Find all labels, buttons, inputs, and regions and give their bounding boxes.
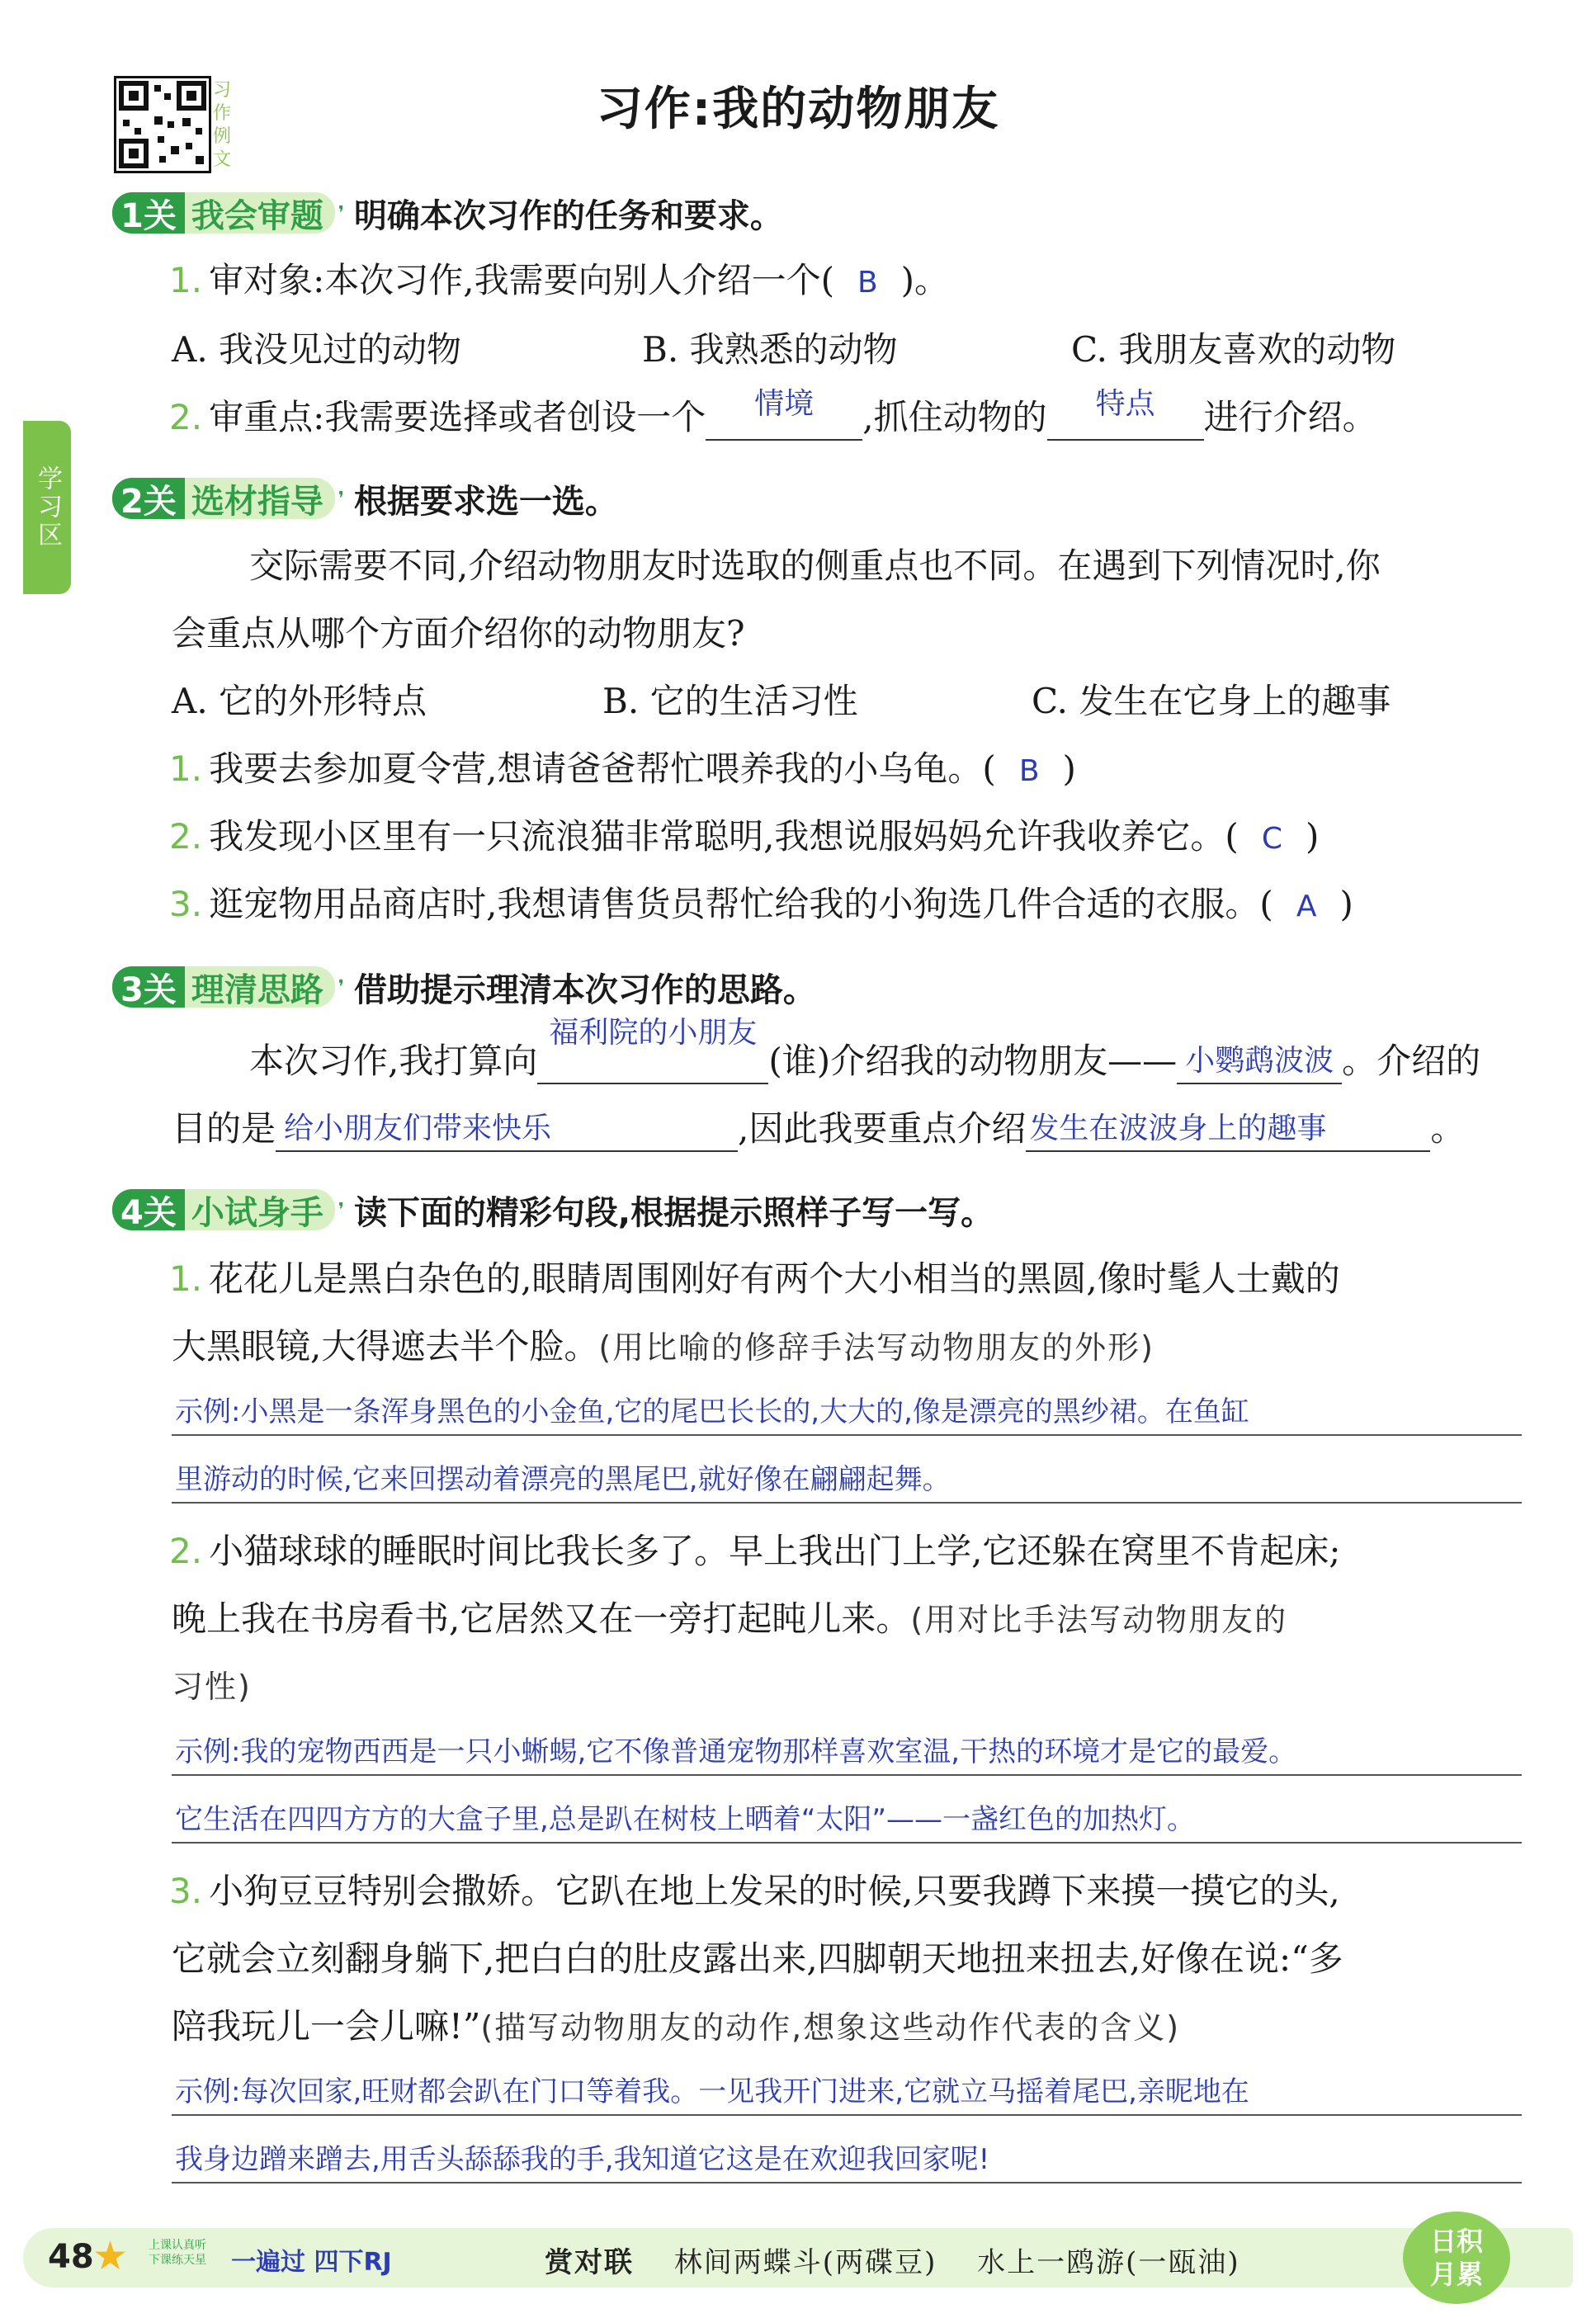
answer: C xyxy=(1261,822,1282,856)
slogan-line: 下课练天星 xyxy=(149,2254,206,2267)
q2-option-a: A. 它的外形特点 xyxy=(172,681,427,721)
q4-item-1-example-2: 里游动的时候,它来回摆动着漂亮的黑尾巴,就好像在翩翩起舞。 xyxy=(175,1463,951,1496)
answer: 福利院的小朋友 xyxy=(549,1016,758,1050)
item-text: 。 xyxy=(1430,1108,1466,1149)
couplet-line: 水上一鸥游(一瓯油) xyxy=(977,2246,1240,2279)
section-2-description: 根据要求选一选。 xyxy=(353,482,618,521)
section-1-number: 1关 xyxy=(112,192,185,234)
section-3-header xyxy=(112,965,816,1008)
answer-line[interactable] xyxy=(172,2182,1522,2183)
q4-item-1-example-1: 示例:小黑是一条浑身黑色的小金鱼,它的尾巴长长的,大大的,像是漂亮的黑纱裙。在鱼缸 xyxy=(175,1395,1249,1428)
item-text: 目的是 xyxy=(172,1108,276,1149)
blank-field[interactable] xyxy=(1177,1043,1342,1084)
answer: 发生在波波身上的趣事 xyxy=(1029,1112,1327,1145)
section-4-header xyxy=(112,1188,994,1231)
item-text: (谁)介绍我的动物朋友—— xyxy=(768,1041,1178,1081)
q4-item-2-line-2 xyxy=(172,1596,1287,1643)
section-3-description: 借助提示理清本次习作的思路。 xyxy=(353,970,816,1009)
answer-line[interactable] xyxy=(172,2114,1522,2116)
badge-line: 月累 xyxy=(1429,2259,1483,2290)
blank-field[interactable] xyxy=(1047,387,1204,441)
blank-field[interactable] xyxy=(706,387,862,441)
q2-intro-line-2: 会重点从哪个方面介绍你的动物朋友? xyxy=(172,613,745,654)
book-brand: 一遍过 四下RJ xyxy=(231,2248,392,2277)
item-text: 本次习作,我打算向 xyxy=(249,1041,538,1081)
q4-item-3-line-3 xyxy=(172,2004,1180,2051)
page-number: 48 xyxy=(48,2238,94,2276)
item-end: ) xyxy=(1062,748,1076,789)
answer: 情境 xyxy=(754,387,815,421)
item-text: 陪我玩儿一会儿嘛!” xyxy=(172,2006,481,2047)
q2-item-3 xyxy=(169,881,1353,930)
item-text: 审重点:我需要选择或者创设一个 xyxy=(209,397,706,437)
page-title: 习作:我的动物朋友 xyxy=(596,83,1000,136)
q4-item-3-example-2: 我身边蹭来蹭去,用舌头舔舔我的手,我知道它这是在欢迎我回家呢! xyxy=(175,2143,990,2176)
answer: 特点 xyxy=(1095,387,1155,421)
item-number: 1. xyxy=(169,1258,203,1299)
section-2-header xyxy=(112,477,618,520)
item-end: ) xyxy=(1339,884,1353,924)
quote-mark-icon: ❜ xyxy=(338,1199,344,1220)
item-text: 小狗豆豆特别会撒娇。它趴在地上发呆的时候,只要我蹲下来摸一摸它的头, xyxy=(209,1871,1340,1911)
q1-option-c: C. 我朋友喜欢的动物 xyxy=(1071,329,1396,370)
slogan-line: 上课认真听 xyxy=(149,2239,206,2252)
q2-item-2 xyxy=(169,814,1319,862)
writing-hint: (用比喻的修辞手法写动物朋友的外形) xyxy=(598,1329,1155,1366)
answer: A xyxy=(1296,890,1317,923)
quote-mark-icon: ❜ xyxy=(338,976,344,998)
answer-line[interactable] xyxy=(172,1842,1522,1844)
q4-item-3-example-1: 示例:每次回家,旺财都会趴在门口等着我。一见我开门进来,它就立马摇着尾巴,亲昵地在 xyxy=(175,2075,1249,2108)
q4-item-2-example-2: 它生活在四四方方的大盒子里,总是趴在树枝上晒着“太阳”——一盏红色的加热灯。 xyxy=(175,1803,1196,1836)
q3-line-2 xyxy=(172,1106,1465,1152)
side-tab: 学习区 xyxy=(23,421,71,594)
q2-intro-line-1: 交际需要不同,介绍动物朋友时选取的侧重点也不同。在遇到下列情况时,你 xyxy=(249,545,1381,586)
answer-line[interactable] xyxy=(172,1502,1522,1504)
q4-item-2-example-1: 示例:我的宠物西西是一只小蜥蜴,它不像普通宠物那样喜欢室温,干热的环境才是它的最爱。 xyxy=(175,1735,1297,1768)
blank-field[interactable] xyxy=(1026,1111,1430,1152)
writing-hint: (描写动物朋友的动作,想象这些动作代表的含义) xyxy=(480,2009,1181,2046)
item-number: 2. xyxy=(169,816,203,857)
q1-option-b: B. 我熟悉的动物 xyxy=(642,329,898,370)
item-number: 1. xyxy=(169,260,203,300)
quote-mark-icon: ❜ xyxy=(338,202,344,224)
item-text: 小猫球球的睡眠时间比我长多了。早上我出门上学,它还躲在窝里不肯起床; xyxy=(209,1531,1341,1571)
writing-hint: (用对比手法写动物朋友的 xyxy=(910,1602,1288,1638)
q1-item-2 xyxy=(169,387,1377,441)
section-4-description: 读下面的精彩句段,根据提示照样子写一写。 xyxy=(353,1193,994,1232)
item-text: 进行介绍。 xyxy=(1203,397,1377,437)
q3-line-1 xyxy=(249,1016,1481,1084)
quote-mark-icon: ❜ xyxy=(338,488,344,509)
q1-item-1 xyxy=(169,257,949,306)
q4-item-2-hint-continued: 习性) xyxy=(172,1669,252,1705)
answer: 小鹦鹉波波 xyxy=(1185,1044,1334,1078)
q4-item-3-line-2: 它就会立刻翻身躺下,把白白的肚皮露出来,四脚朝天地扭来扭去,好像在说:“多 xyxy=(172,1938,1343,1979)
item-end: )。 xyxy=(900,260,950,300)
section-2-number: 2关 xyxy=(112,478,185,519)
section-4-number: 4关 xyxy=(112,1189,185,1230)
footer-slogan xyxy=(149,2238,206,2268)
item-text: 花花儿是黑白杂色的,眼睛周围刚好有两个大小相当的黑圆,像时髦人士戴的 xyxy=(209,1258,1340,1299)
section-4-name: 小试身手 xyxy=(185,1189,335,1230)
couplet xyxy=(545,2240,1240,2280)
section-3-number: 3关 xyxy=(112,966,185,1008)
q1-option-a: A. 我没见过的动物 xyxy=(172,329,462,370)
item-number: 1. xyxy=(169,748,203,789)
item-text: 。介绍的 xyxy=(1342,1041,1481,1081)
item-number: 3. xyxy=(169,884,203,924)
qr-label: 习作例文 xyxy=(213,80,232,170)
section-3-name: 理清思路 xyxy=(185,966,335,1008)
star-mascot-icon: ★ xyxy=(92,2233,129,2279)
item-text: ,抓住动物的 xyxy=(862,397,1047,437)
q2-option-b: B. 它的生活习性 xyxy=(602,681,858,721)
q4-item-2-line-1 xyxy=(169,1528,1341,1574)
answer: B xyxy=(857,266,878,300)
q4-item-1-line-1 xyxy=(169,1256,1340,1302)
item-number: 2. xyxy=(169,397,203,437)
couplet-line: 林间两蝶斗(两碟豆) xyxy=(673,2246,937,2279)
blank-field[interactable] xyxy=(537,1016,768,1084)
daily-accumulation-badge xyxy=(1403,2212,1510,2304)
answer: B xyxy=(1018,754,1040,788)
q2-option-c: C. 发生在它身上的趣事 xyxy=(1032,681,1391,721)
item-text: ,因此我要重点介绍 xyxy=(738,1108,1027,1149)
item-text: 我要去参加夏令营,想请爸爸帮忙喂养我的小乌龟。( xyxy=(209,748,996,789)
item-text: 审对象:本次习作,我需要向别人介绍一个( xyxy=(209,260,834,300)
q2-item-1 xyxy=(169,746,1076,795)
item-number: 3. xyxy=(169,1871,203,1911)
item-text: 我发现小区里有一只流浪猫非常聪明,我想说服妈妈允许我收养它。( xyxy=(209,816,1239,857)
q4-item-3-line-1 xyxy=(169,1868,1340,1914)
section-1-header xyxy=(112,191,783,234)
answer-line[interactable] xyxy=(172,1434,1522,1436)
item-text: 逛宠物用品商店时,我想请售货员帮忙给我的小狗选几件合适的衣服。( xyxy=(209,884,1273,924)
answer: 给小朋友们带来快乐 xyxy=(284,1112,552,1145)
section-2-name: 选材指导 xyxy=(185,478,335,519)
section-1-description: 明确本次习作的任务和要求。 xyxy=(353,196,783,235)
answer-line[interactable] xyxy=(172,1774,1522,1776)
section-1-name: 我会审题 xyxy=(185,192,335,234)
couplet-label: 赏对联 xyxy=(545,2246,634,2279)
item-text: 晚上我在书房看书,它居然又在一旁打起盹儿来。 xyxy=(172,1598,911,1639)
badge-line: 日积 xyxy=(1429,2226,1483,2257)
q4-item-1-line-2 xyxy=(172,1324,1155,1371)
item-text: 大黑眼镜,大得遮去半个脸。 xyxy=(172,1326,599,1367)
item-number: 2. xyxy=(169,1531,203,1571)
blank-field[interactable] xyxy=(276,1111,738,1152)
item-end: ) xyxy=(1305,816,1320,857)
